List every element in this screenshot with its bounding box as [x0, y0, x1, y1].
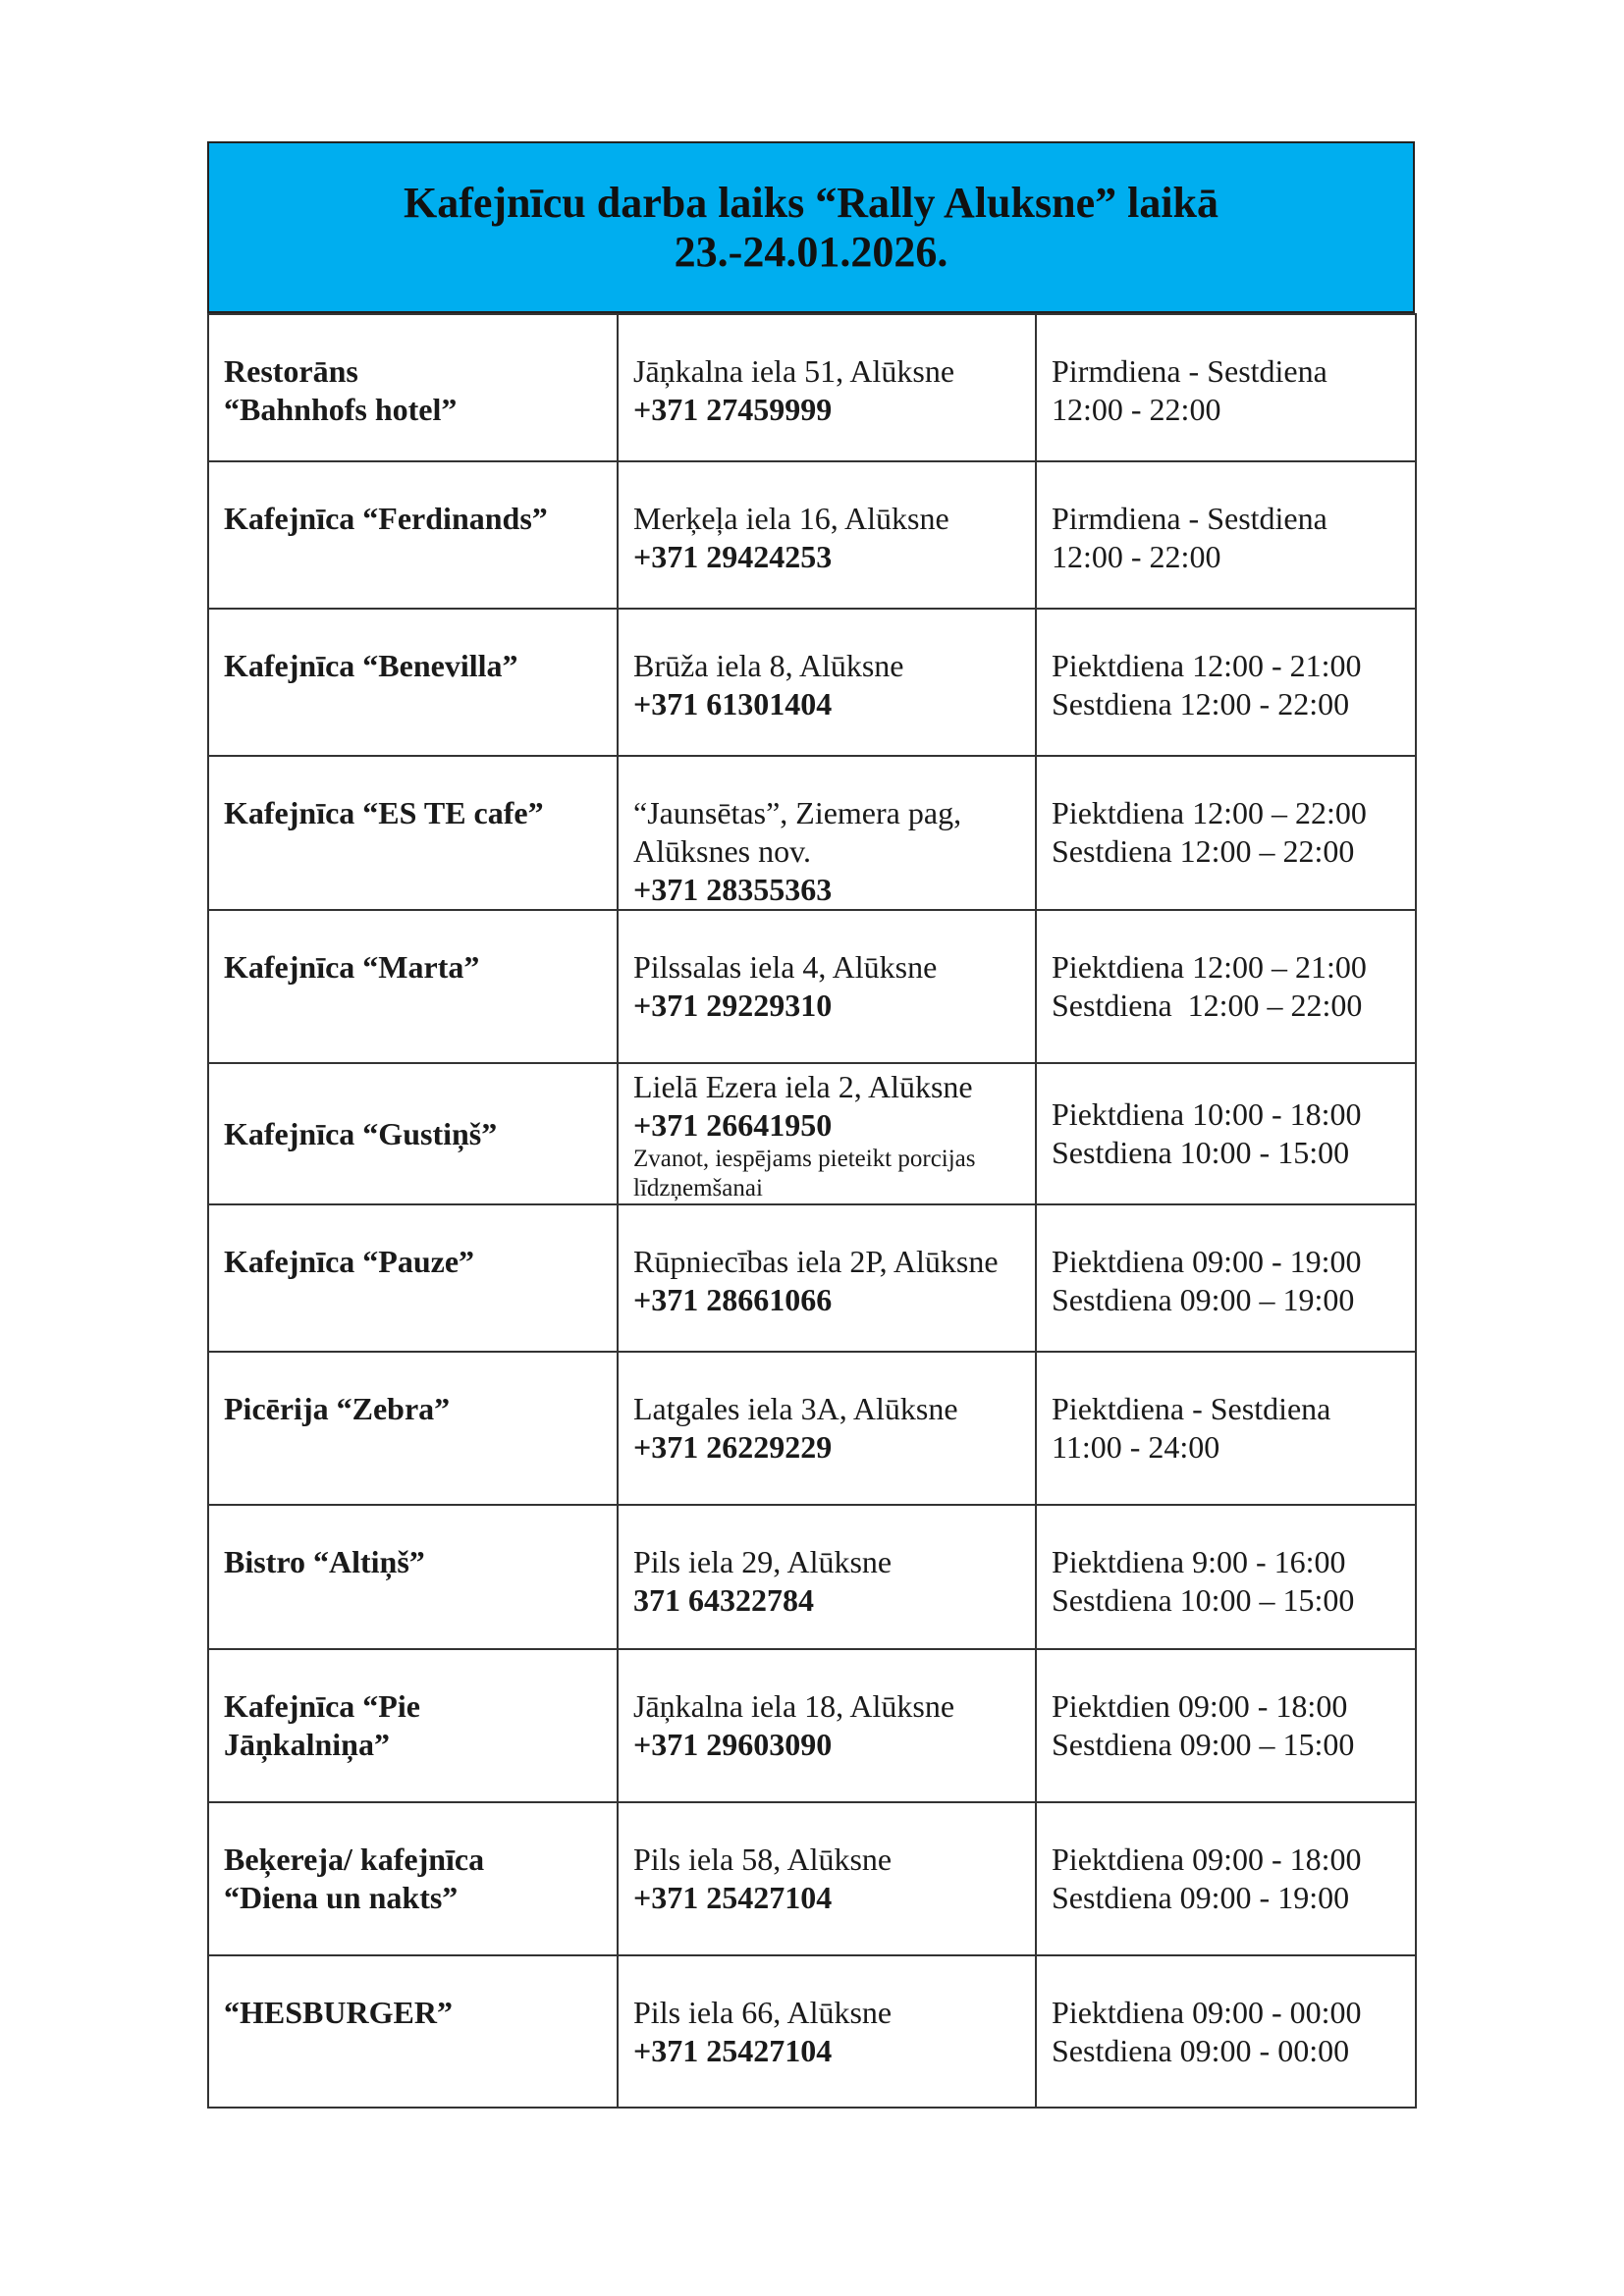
address-line: Merķeļa iela 16, Alūksne [633, 501, 949, 536]
address-cell [618, 1505, 1036, 1649]
hours-cell [1036, 910, 1416, 1063]
opening-hours: Sestdiena 12:00 – 22:00 [1052, 988, 1363, 1023]
cafe-name: Kafejnīca “Pauze” [224, 1244, 475, 1279]
hours-cell [1036, 1649, 1416, 1802]
table-row [208, 1204, 1416, 1352]
order-note: Zvanot, iespējams pieteikt porcijas līdzņemšanai [633, 1146, 976, 1201]
phone-number: +371 29424253 [633, 539, 833, 574]
opening-hours: 12:00 - 22:00 [1052, 392, 1221, 427]
opening-hours: Pirmdiena - Sestdiena [1052, 353, 1327, 389]
address-cell [618, 1649, 1036, 1802]
phone-number: +371 26229229 [633, 1429, 833, 1465]
cafe-name-cell [208, 1352, 618, 1505]
phone-number: +371 25427104 [633, 1880, 833, 1915]
hours-cell [1036, 1802, 1416, 1955]
phone-number: +371 61301404 [633, 686, 833, 721]
opening-hours: Piektdiena 12:00 - 21:00 [1052, 648, 1362, 683]
table-row [208, 756, 1416, 910]
title-line-1: Kafejnīcu darba laiks “Rally Aluksne” laikā [403, 178, 1219, 227]
phone-number: +371 26641950 [633, 1107, 833, 1143]
opening-hours: Sestdiena 12:00 – 22:00 [1052, 833, 1355, 869]
phone-number: 371 64322784 [633, 1582, 814, 1618]
cafe-name: Kafejnīca “Benevilla” [224, 648, 518, 683]
table-row [208, 1505, 1416, 1649]
opening-hours: Sestdiena 12:00 - 22:00 [1052, 686, 1350, 721]
cafe-name-cell [208, 1955, 618, 2108]
cafe-name: Kafejnīca “Marta” [224, 949, 480, 985]
table-row [208, 1352, 1416, 1505]
document [207, 141, 1415, 2109]
cafe-name-cell [208, 1802, 618, 1955]
cafe-name: Kafejnīca “ES TE cafe” [224, 795, 544, 830]
opening-hours: Piektdiena 09:00 - 19:00 [1052, 1244, 1362, 1279]
opening-hours: Sestdiena 09:00 – 19:00 [1052, 1282, 1355, 1317]
address-line: Pils iela 66, Alūksne [633, 1995, 893, 2030]
cafe-name-cell [208, 314, 618, 461]
phone-number: +371 28355363 [633, 872, 833, 907]
cafe-name-cell [208, 461, 618, 609]
cafe-name: “Diena un nakts” [224, 1880, 459, 1915]
hours-cell [1036, 1505, 1416, 1649]
address-cell [618, 1204, 1036, 1352]
opening-hours: Sestdiena 10:00 – 15:00 [1052, 1582, 1355, 1618]
address-cell [618, 609, 1036, 756]
hours-cell [1036, 1063, 1416, 1204]
address-line: Pils iela 29, Alūksne [633, 1544, 893, 1579]
hours-cell [1036, 1955, 1416, 2108]
opening-hours: 11:00 - 24:00 [1052, 1429, 1220, 1465]
cafe-name: Beķereja/ kafejnīca [224, 1842, 485, 1877]
hours-cell [1036, 609, 1416, 756]
opening-hours: Sestdiena 09:00 - 19:00 [1052, 1880, 1350, 1915]
cafe-name: Restorāns [224, 353, 358, 389]
address-cell [618, 910, 1036, 1063]
hours-cell [1036, 461, 1416, 609]
hours-cell [1036, 1352, 1416, 1505]
table-row [208, 461, 1416, 609]
table-row [208, 1802, 1416, 1955]
table-row [208, 314, 1416, 461]
address-cell [618, 1063, 1036, 1204]
cafe-name: “HESBURGER” [224, 1995, 453, 2030]
address-line: Latgales iela 3A, Alūksne [633, 1391, 958, 1426]
cafe-name: Kafejnīca “Gustiņš” [224, 1115, 498, 1151]
address-line: Pilssalas iela 4, Alūksne [633, 949, 938, 985]
opening-hours: Sestdiena 10:00 - 15:00 [1052, 1135, 1350, 1170]
address-line: Rūpniecības iela 2P, Alūksne [633, 1244, 999, 1279]
opening-hours: Piektdien 09:00 - 18:00 [1052, 1688, 1348, 1724]
table-row [208, 910, 1416, 1063]
opening-hours: Pirmdiena - Sestdiena [1052, 501, 1327, 536]
opening-hours: 12:00 - 22:00 [1052, 539, 1221, 574]
table-row [208, 1955, 1416, 2108]
phone-number: +371 27459999 [633, 392, 833, 427]
opening-hours: Piektdiena 09:00 - 18:00 [1052, 1842, 1362, 1877]
phone-number: +371 29229310 [633, 988, 833, 1023]
address-line: Lielā Ezera iela 2, Alūksne [633, 1069, 973, 1104]
address-cell [618, 461, 1036, 609]
address-line: Brūža iela 8, Alūksne [633, 648, 904, 683]
opening-hours: Piektdiena 09:00 - 00:00 [1052, 1995, 1362, 2030]
address-line: Jāņkalna iela 51, Alūksne [633, 353, 955, 389]
hours-cell [1036, 756, 1416, 910]
title-line-2: 23.-24.01.2026. [674, 227, 948, 276]
cafe-name-cell [208, 1204, 618, 1352]
address-cell [618, 1802, 1036, 1955]
address-cell [618, 1955, 1036, 2108]
phone-number: +371 25427104 [633, 2033, 833, 2068]
cafe-name: Picērija “Zebra” [224, 1391, 451, 1426]
cafe-name: Kafejnīca “Ferdinands” [224, 501, 548, 536]
cafe-name-cell [208, 609, 618, 756]
cafe-name-cell [208, 1063, 618, 1204]
opening-hours: Piektdiena 9:00 - 16:00 [1052, 1544, 1346, 1579]
address-cell [618, 756, 1036, 910]
table-row [208, 1649, 1416, 1802]
address-line: Pils iela 58, Alūksne [633, 1842, 893, 1877]
table-row [208, 1063, 1416, 1204]
opening-hours: Sestdiena 09:00 – 15:00 [1052, 1727, 1355, 1762]
address-line: “Jaunsētas”, Ziemera pag, [633, 795, 962, 830]
address-cell [618, 1352, 1036, 1505]
cafe-name-cell [208, 1505, 618, 1649]
opening-hours: Piektdiena 12:00 – 21:00 [1052, 949, 1367, 985]
hours-cell [1036, 314, 1416, 461]
cafe-name: Kafejnīca “Pie [224, 1688, 420, 1724]
opening-hours: Piektdiena 12:00 – 22:00 [1052, 795, 1367, 830]
opening-hours: Piektdiena - Sestdiena [1052, 1391, 1331, 1426]
cafe-name: Jāņkalniņa” [224, 1727, 390, 1762]
cafe-name: “Bahnhofs hotel” [224, 392, 458, 427]
cafe-name-cell [208, 1649, 618, 1802]
phone-number: +371 28661066 [633, 1282, 833, 1317]
opening-hours: Sestdiena 09:00 - 00:00 [1052, 2033, 1350, 2068]
opening-hours: Piektdiena 10:00 - 18:00 [1052, 1096, 1362, 1132]
address-line: Alūksnes nov. [633, 833, 812, 869]
table-row [208, 609, 1416, 756]
address-cell [618, 314, 1036, 461]
address-line: Jāņkalna iela 18, Alūksne [633, 1688, 955, 1724]
title-banner [207, 141, 1415, 313]
cafe-table [207, 313, 1417, 2109]
hours-cell [1036, 1204, 1416, 1352]
phone-number: +371 29603090 [633, 1727, 833, 1762]
cafe-name-cell [208, 756, 618, 910]
cafe-name-cell [208, 910, 618, 1063]
cafe-name: Bistro “Altiņš” [224, 1544, 425, 1579]
